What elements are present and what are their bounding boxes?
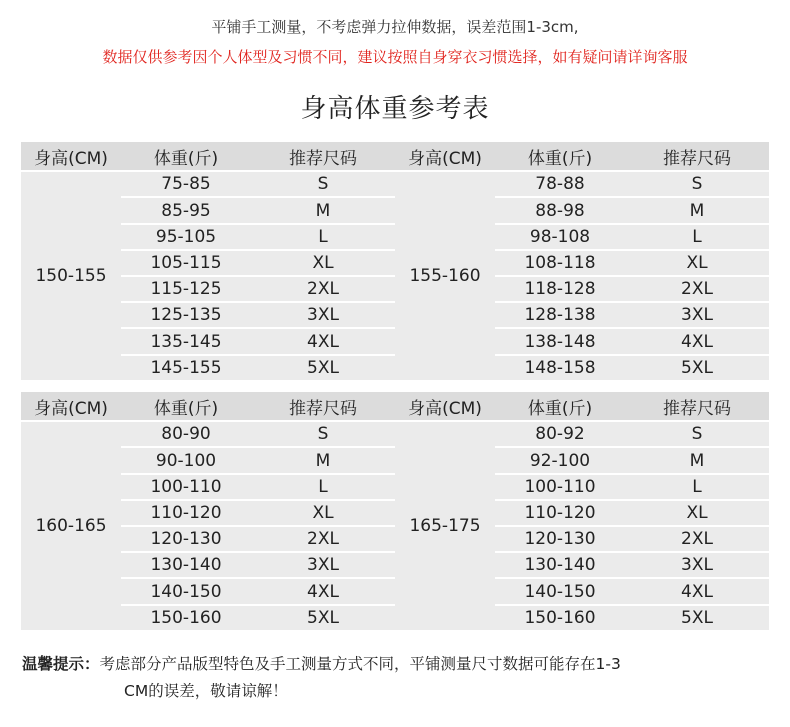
weight-header: 体重(斤) (121, 142, 251, 172)
height-range-cell: 150-155 (21, 172, 121, 382)
size-cell: 5XL (251, 606, 395, 632)
weight-cell: 120-130 (121, 527, 251, 553)
tip-text-1: 考虑部分产品版型特色及手工测量方式不同，平铺测量尺寸数据可能存在1-3 (99, 655, 621, 673)
reference-disclaimer: 数据仅供参考因个人体型及习惯不同，建议按照自身穿衣习惯选择，如有疑问请详询客服 (102, 48, 688, 66)
table-row (395, 172, 769, 198)
size-cell: M (251, 448, 395, 474)
header-row (395, 142, 769, 172)
page-title: 身高体重参考表 (300, 94, 490, 124)
size-cell: 3XL (625, 553, 769, 579)
tip-label: 温馨提示： (22, 655, 100, 673)
weight-cell: 88-98 (495, 198, 625, 224)
header-row (21, 392, 395, 422)
weight-cell: 78-88 (495, 172, 625, 198)
size-cell: 4XL (251, 579, 395, 605)
weight-header: 体重(斤) (495, 142, 625, 172)
size-chart-grid (21, 142, 769, 632)
size-table (395, 142, 769, 382)
size-header: 推荐尺码 (625, 392, 769, 422)
weight-cell: 140-150 (121, 579, 251, 605)
warm-tip (22, 651, 782, 705)
weight-cell: 135-145 (121, 329, 251, 355)
size-cell: L (625, 475, 769, 501)
size-cell: XL (251, 251, 395, 277)
size-table-grid (395, 142, 769, 382)
weight-cell: 95-105 (121, 225, 251, 251)
size-cell: S (251, 422, 395, 448)
weight-cell: 100-110 (495, 475, 625, 501)
weight-cell: 92-100 (495, 448, 625, 474)
size-cell: XL (251, 501, 395, 527)
table-row (21, 172, 395, 198)
weight-cell: 150-160 (121, 606, 251, 632)
weight-cell: 80-92 (495, 422, 625, 448)
size-table (21, 392, 396, 632)
size-cell: 2XL (625, 277, 769, 303)
tip-line-2: CM的误差，敬请谅解！ (124, 682, 288, 700)
header-row (395, 392, 769, 422)
size-cell: 3XL (251, 303, 395, 329)
weight-cell: 110-120 (495, 501, 625, 527)
weight-cell: 90-100 (121, 448, 251, 474)
weight-cell: 110-120 (121, 501, 251, 527)
table-row (21, 422, 395, 448)
height-range-cell: 155-160 (395, 172, 495, 382)
size-cell: L (625, 225, 769, 251)
size-cell: M (625, 448, 769, 474)
size-cell: XL (625, 251, 769, 277)
weight-cell: 128-138 (495, 303, 625, 329)
weight-cell: 140-150 (495, 579, 625, 605)
weight-cell: 145-155 (121, 356, 251, 382)
weight-cell: 75-85 (121, 172, 251, 198)
size-cell: 4XL (251, 329, 395, 355)
height-range-cell: 160-165 (21, 422, 121, 632)
weight-cell: 85-95 (121, 198, 251, 224)
size-cell: L (251, 475, 395, 501)
size-cell: 3XL (625, 303, 769, 329)
height-header: 身高(CM) (21, 392, 121, 422)
size-cell: S (625, 172, 769, 198)
height-header: 身高(CM) (21, 142, 121, 172)
size-table (395, 392, 769, 632)
size-table (21, 142, 396, 382)
size-cell: 4XL (625, 329, 769, 355)
size-header: 推荐尺码 (251, 142, 395, 172)
size-cell: 2XL (251, 527, 395, 553)
tip-line-1 (22, 651, 782, 678)
measurement-note: 平铺手工测量，不考虑弹力拉伸数据，误差范围1-3cm, (211, 18, 579, 36)
weight-cell: 115-125 (121, 277, 251, 303)
size-cell: S (625, 422, 769, 448)
size-cell: S (251, 172, 395, 198)
weight-cell: 148-158 (495, 356, 625, 382)
weight-header: 体重(斤) (121, 392, 251, 422)
weight-cell: 105-115 (121, 251, 251, 277)
weight-cell: 108-118 (495, 251, 625, 277)
size-table-grid (21, 392, 395, 632)
size-cell: 2XL (625, 527, 769, 553)
weight-cell: 125-135 (121, 303, 251, 329)
weight-cell: 150-160 (495, 606, 625, 632)
size-cell: 2XL (251, 277, 395, 303)
weight-cell: 118-128 (495, 277, 625, 303)
weight-cell: 100-110 (121, 475, 251, 501)
weight-cell: 80-90 (121, 422, 251, 448)
size-table-grid (21, 142, 395, 382)
header-row (21, 142, 395, 172)
size-cell: 5XL (625, 606, 769, 632)
size-cell: M (625, 198, 769, 224)
size-cell: L (251, 225, 395, 251)
size-cell: 5XL (251, 356, 395, 382)
height-header: 身高(CM) (395, 392, 495, 422)
weight-header: 体重(斤) (495, 392, 625, 422)
weight-cell: 130-140 (121, 553, 251, 579)
table-row (395, 422, 769, 448)
height-range-cell: 165-175 (395, 422, 495, 632)
weight-cell: 138-148 (495, 329, 625, 355)
size-cell: M (251, 198, 395, 224)
weight-cell: 130-140 (495, 553, 625, 579)
size-cell: XL (625, 501, 769, 527)
size-cell: 3XL (251, 553, 395, 579)
size-header: 推荐尺码 (625, 142, 769, 172)
height-header: 身高(CM) (395, 142, 495, 172)
size-cell: 5XL (625, 356, 769, 382)
size-header: 推荐尺码 (251, 392, 395, 422)
size-table-grid (395, 392, 769, 632)
size-cell: 4XL (625, 579, 769, 605)
weight-cell: 120-130 (495, 527, 625, 553)
weight-cell: 98-108 (495, 225, 625, 251)
